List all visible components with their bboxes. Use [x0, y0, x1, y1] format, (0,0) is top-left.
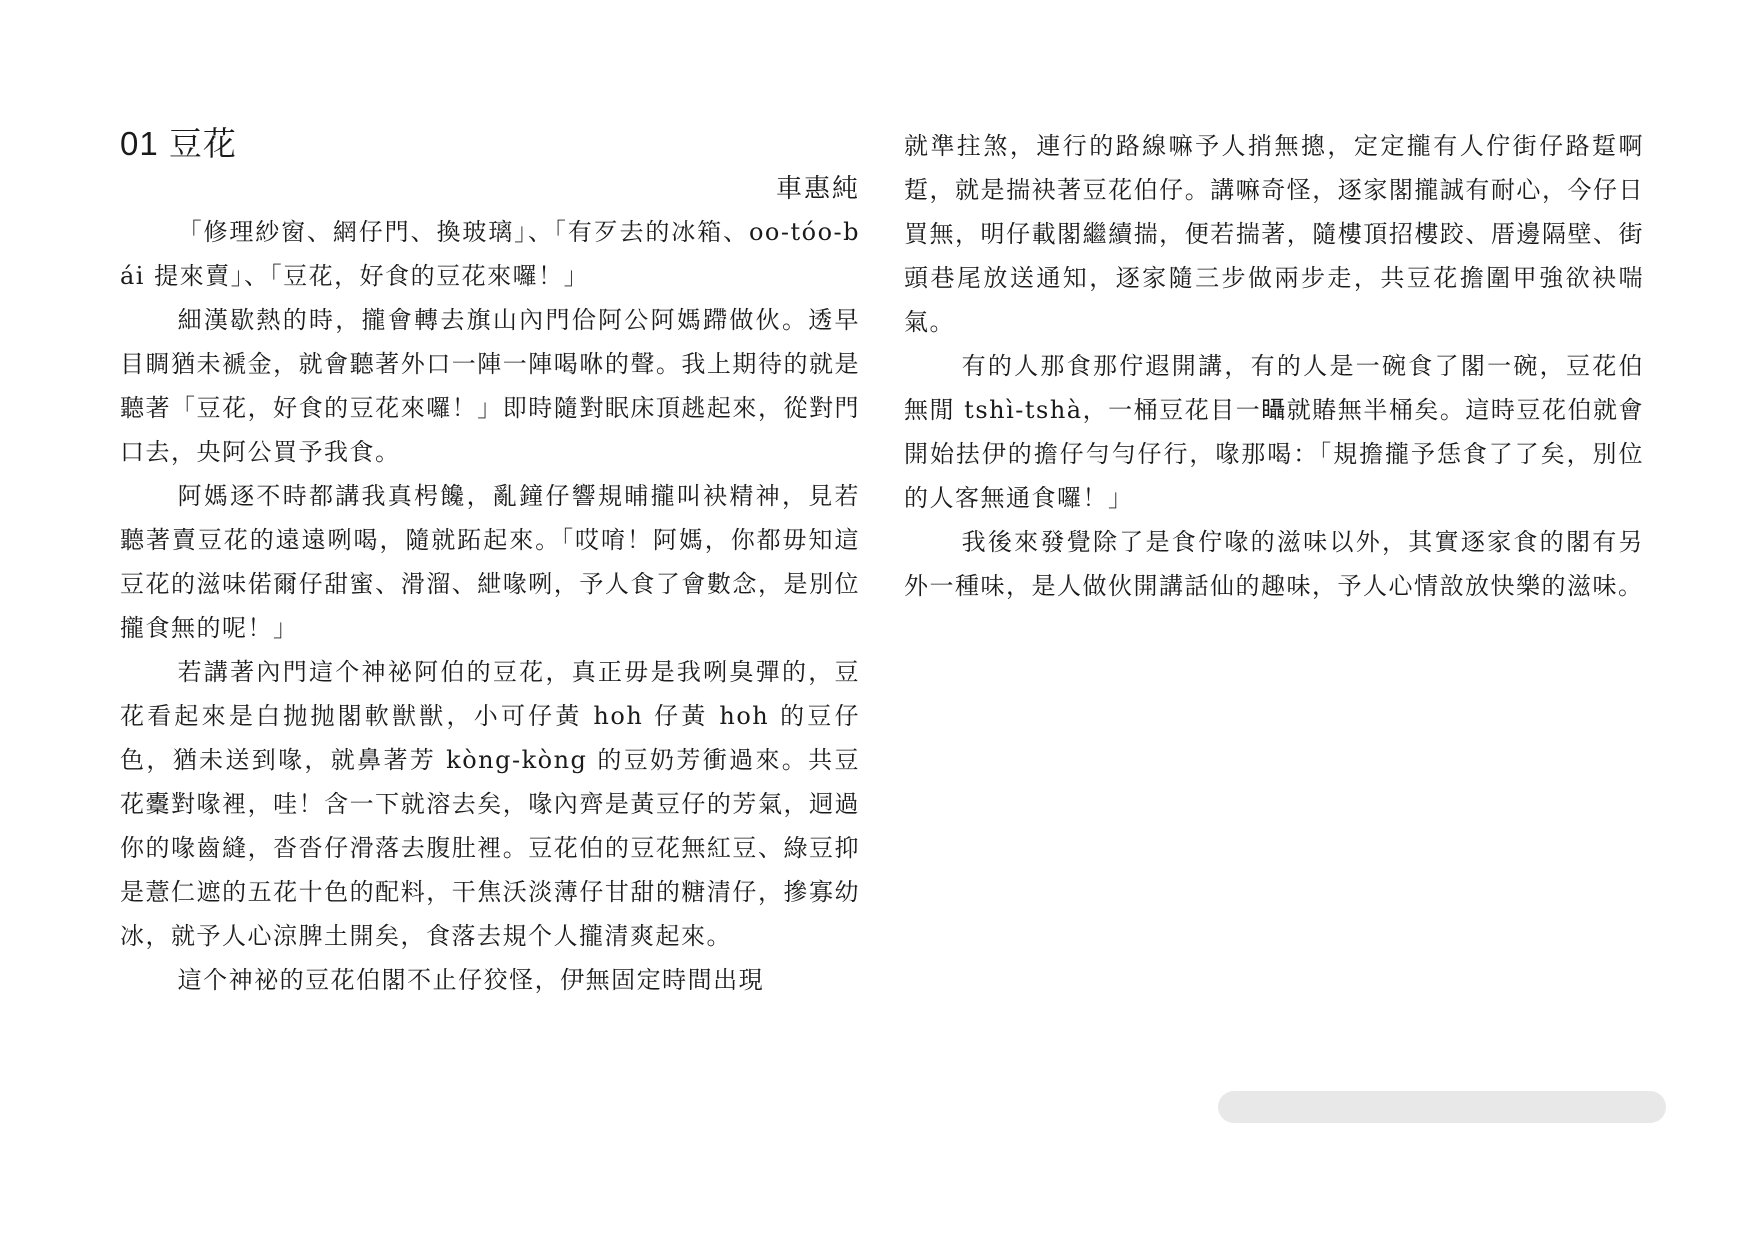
paragraph: 這个神祕的豆花伯閣不止仔狡怪，伊無固定時間出現 — [177, 966, 765, 994]
paragraph: 細漢歇熱的時，攏會轉去旗山內門佮阿公阿媽蹛做伙。透早目睭猶未褫金，就會聽著外口一陣一陣喝咻的聲。我上期待的就是聽著「豆花，好食的豆花來囉！」即時隨對眠床頂趒起來，從對門口去，央阿公買予我食。 — [120, 306, 860, 466]
paragraph: 阿媽逐不時都講我真枵饞，亂鐘仔響規晡攏叫袂精神，見若聽著賣豆花的遠遠咧喝，隨就跖起來。「哎唷！阿媽，你都毋知這豆花的滋味偌爾仔甜蜜、滑溜、紲喙咧，予人食了會數念，是別位攏食無的呢！」 — [120, 482, 860, 642]
paragraph: 我後來發覺除了是食佇喙的滋味以外，其實逐家食的閣有另外一種味，是人做伙開講話仙的趣味，予人心情敨放快樂的滋味。 — [904, 528, 1644, 600]
paragraph: 有的人那食那佇遐開講，有的人是一碗食了閣一碗，豆花伯無閒 tshì-tshà，一桶豆花目一𥍉就賰無半桶矣。這時豆花伯就會開始抾伊的擔仔勻勻仔行，喙那喝：「規擔攏予恁食了了矣，別位的人客無通食囉！」 — [904, 352, 1644, 512]
paragraph-continued: 就準拄煞，連行的路線嘛予人捎無摠，定定攏有人佇街仔路踅啊踅，就是揣袂著豆花伯仔。講嘛奇怪，逐家閣攏誠有耐心，今仔日買無，明仔載閣繼續揣，便若揣著，隨樓頂招樓跤、厝邊隔壁、街頭巷尾放送通知，逐家隨三步做兩步走，共豆花擔圍甲強欲袂喘氣。 — [904, 132, 1644, 336]
paragraph: 「修理紗窗、網仔門、換玻璃」、「有歹去的冰箱、oo-tóo-bái 提來賣」、「豆花，好食的豆花來囉！」 — [120, 218, 860, 290]
author-name: 車惠純 — [775, 174, 860, 204]
horizontal-scrollbar[interactable] — [1218, 1091, 1666, 1123]
paragraph: 若講著內門這个神祕阿伯的豆花，真正毋是我咧臭彈的，豆花看起來是白抛抛閣軟獣獣，小可仔黃 hoh 仔黃 hoh 的豆仔色，猶未送到喙，就鼻著芳 kòng-kòng 的豆奶芳衝過來。共豆花櫜對喙裡，哇！含一下就溶去矣，喙內齊是黃豆仔的芳氣，迵過你的喙齒縫，沓沓仔滑落去腹肚裡。豆花伯的豆花無紅豆、綠豆抑是薏仁遮的五花十色的配料，干焦沃淡薄仔甘甜的糖清仔，摻寡幼冰，就予人心涼脾土開矣，食落去規个人攏清爽起來。 — [120, 658, 860, 950]
left-column — [120, 124, 860, 1002]
article-title: 01 豆花 — [120, 125, 237, 162]
right-column — [904, 124, 1644, 608]
